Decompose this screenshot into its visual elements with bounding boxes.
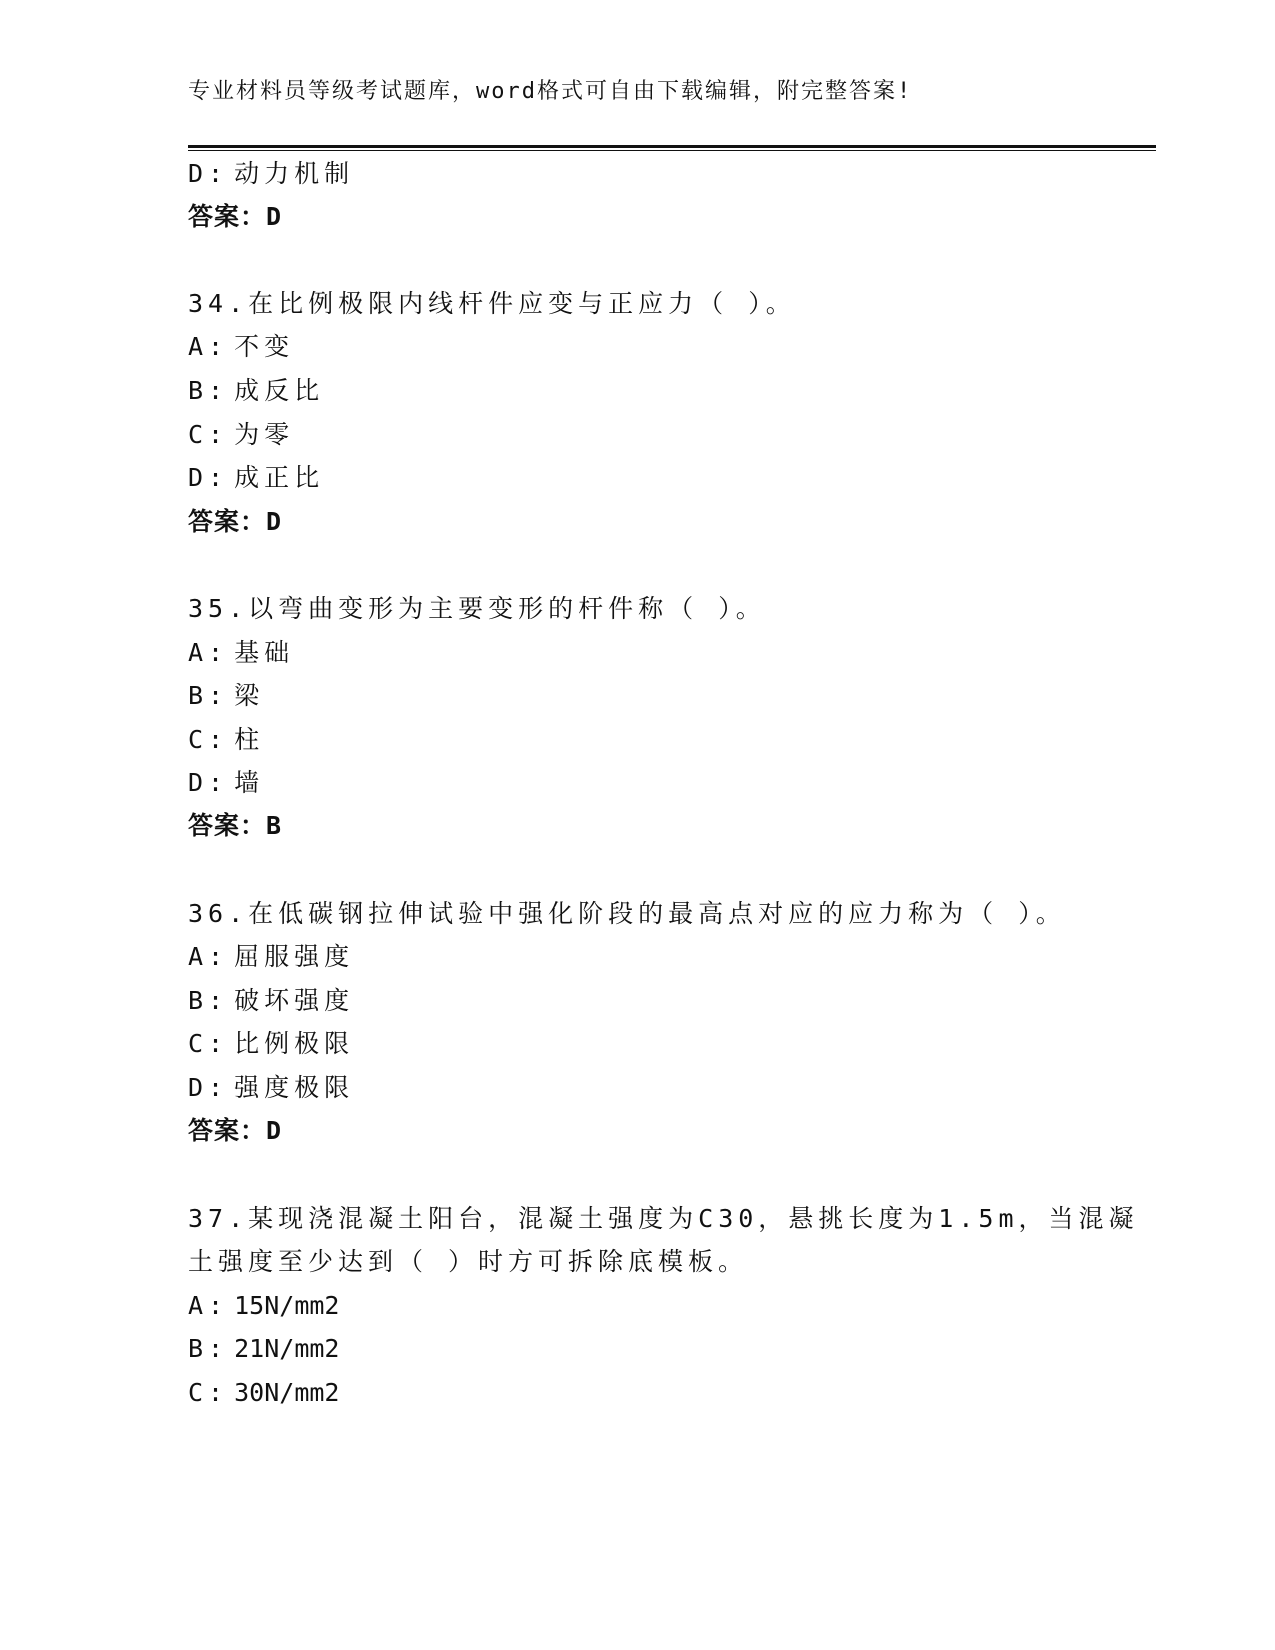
prev-answer xyxy=(188,200,282,234)
option-text: 比例极限 xyxy=(234,1029,355,1058)
q36-option-a xyxy=(188,940,354,974)
q36-answer xyxy=(188,1114,282,1148)
answer-label: 答案： xyxy=(188,202,267,231)
q35-option-b xyxy=(188,679,264,713)
option-text: 15N/mm2 xyxy=(234,1291,340,1320)
option-text: 30N/mm2 xyxy=(234,1378,340,1407)
q36-option-d xyxy=(188,1071,354,1105)
option-key: B: xyxy=(188,986,229,1015)
option-key: D: xyxy=(188,768,229,797)
option-text: 成正比 xyxy=(234,463,325,492)
option-key: B: xyxy=(188,681,229,710)
option-key: A: xyxy=(188,1291,229,1320)
option-key: C: xyxy=(188,420,229,449)
q34-stem: 34.在比例极限内线杆件应变与正应力（ ）。 xyxy=(188,289,796,318)
option-text: 柱 xyxy=(234,725,265,754)
page-header: 专业材料员等级考试题库，word格式可自由下载编辑，附完整答案! xyxy=(188,79,913,104)
q34-option-c xyxy=(188,418,294,452)
q34-option-b xyxy=(188,374,324,408)
option-key: C: xyxy=(188,1029,229,1058)
q34-answer xyxy=(188,505,282,539)
option-text: 屈服强度 xyxy=(234,942,355,971)
option-key: B: xyxy=(188,1334,229,1363)
header-divider-thick xyxy=(188,145,1156,148)
option-text: 不变 xyxy=(234,332,295,361)
q35-answer xyxy=(188,809,282,843)
answer-value: D xyxy=(266,507,283,536)
header-divider-thin xyxy=(188,150,1156,151)
q35-option-d xyxy=(188,766,264,800)
q37-option-b xyxy=(188,1332,339,1366)
q34-option-a xyxy=(188,330,294,364)
answer-label: 答案： xyxy=(188,507,267,536)
answer-label: 答案： xyxy=(188,1116,267,1145)
option-key: D: xyxy=(188,159,229,188)
q35-option-a xyxy=(188,636,294,670)
answer-value: D xyxy=(266,1116,283,1145)
option-text: 梁 xyxy=(234,681,265,710)
option-key: C: xyxy=(188,725,229,754)
option-text: 基础 xyxy=(234,638,295,667)
answer-value: B xyxy=(266,811,283,840)
option-key: A: xyxy=(188,942,229,971)
answer-value: D xyxy=(266,202,283,231)
option-text: 强度极限 xyxy=(234,1073,355,1102)
option-text: 21N/mm2 xyxy=(234,1334,340,1363)
option-key: D: xyxy=(188,1073,229,1102)
q35-option-c xyxy=(188,723,264,757)
prev-option-d xyxy=(188,157,354,191)
option-key: D: xyxy=(188,463,229,492)
option-key: A: xyxy=(188,638,229,667)
option-text: 墙 xyxy=(234,768,265,797)
q34-option-d xyxy=(188,461,324,495)
option-text: 成反比 xyxy=(234,376,325,405)
q37-option-a xyxy=(188,1289,339,1323)
option-text: 破坏强度 xyxy=(234,986,355,1015)
q37-stem-line1: 37.某现浇混凝土阳台，混凝土强度为C30，悬挑长度为1.5m，当混凝 xyxy=(188,1204,1139,1233)
q35-stem: 35.以弯曲变形为主要变形的杆件称（ ）。 xyxy=(188,594,766,623)
option-key: A: xyxy=(188,332,229,361)
option-key: C: xyxy=(188,1378,229,1407)
q37-option-c xyxy=(188,1376,339,1410)
q36-stem: 36.在低碳钢拉伸试验中强化阶段的最高点对应的应力称为（ ）。 xyxy=(188,899,1066,928)
q36-option-b xyxy=(188,984,354,1018)
option-text: 动力机制 xyxy=(234,159,355,188)
option-key: B: xyxy=(188,376,229,405)
q37-stem-line2: 土强度至少达到（ ）时方可拆除底模板。 xyxy=(188,1247,749,1276)
option-text: 为零 xyxy=(234,420,295,449)
q36-option-c xyxy=(188,1027,354,1061)
answer-label: 答案： xyxy=(188,811,267,840)
